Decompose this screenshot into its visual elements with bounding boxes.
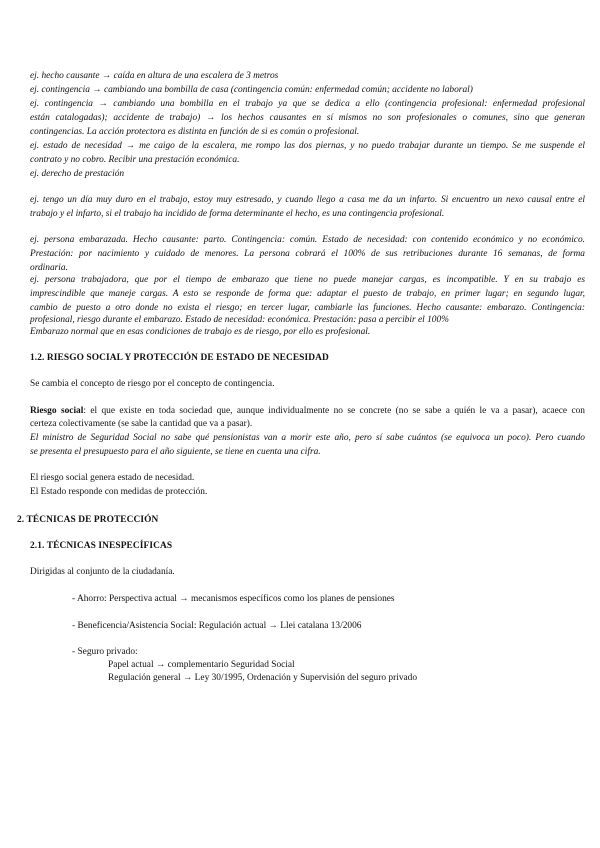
- example-trabajadora-line2: imprescindible que maneje cargas. A esto se responde de forma que: adaptar el puesto de trabajo, en primer lugar; en segundo lugar,: [30, 289, 585, 299]
- section-2-1-heading: 2.1. TÉCNICAS INESPECÍFICAS: [30, 541, 173, 551]
- riesgo-social-term: Riesgo social: [30, 406, 84, 416]
- riesgo-social-definition-line1: [30, 405, 585, 417]
- sub-item-regulacion-general: Regulación general → Ley 30/1995, Ordenación y Supervisión del seguro privado: [108, 673, 418, 683]
- example-trabajadora-line3: cambio de puesto a otro donde no exista el riesgo; en tercer lugar, cambiarle las funciones. Hecho causante: embarazo. Contingencia:: [30, 303, 585, 313]
- example-estado-necesidad-line2: contrato y no cobro. Recibir una prestación económica.: [30, 155, 240, 165]
- example-infarto-line1: ej. tengo un día muy duro en el trabajo, estoy muy estresado, y cuando llego a casa me da un infarto. Si encuentro un nexo causal entre el: [30, 195, 585, 205]
- riesgo-social-example-line2: se presenta el presupuesto para el año siguiente, se tiene en cuenta una cifra.: [30, 447, 321, 457]
- example-derecho-prestacion: ej. derecho de prestación: [30, 169, 125, 179]
- riesgo-social-definition-text: : el que existe en toda sociedad que, aunque individualmente no se concrete (no se sabe a quién le va a pasar), acaece con: [83, 406, 585, 416]
- example-embarazada-line1: ej. persona embarazada. Hecho causante: parto. Contingencia: común. Estado de necesidad: con contenido económico y no económico.: [30, 235, 585, 245]
- list-item-ahorro: - Ahorro: Perspectiva actual → mecanismos específicos como los planes de pensiones: [72, 594, 395, 604]
- example-hecho-causante: ej. hecho causante → caída en altura de una escalera de 3 metros: [30, 71, 279, 81]
- example-contingencia-comun: ej. contingencia → cambiando una bombilla de casa (contingencia común: enfermedad común; accidente no laboral): [30, 85, 473, 95]
- example-trabajadora-line4: profesional, riesgo durante el embarazo. Estado de necesidad: económica. Prestación: pasa a percibir el 100%: [30, 315, 449, 325]
- example-contingencia-profesional-line3: contingencias. La acción protectora es distinta en función de si es común o profesional.: [30, 127, 360, 137]
- list-item-seguro-privado: - Seguro privado:: [72, 647, 138, 657]
- section-2-heading: 2. TÉCNICAS DE PROTECCIÓN: [17, 515, 159, 525]
- example-embarazada-line2: Prestación: por nacimiento y cuidado de menores. La persona cobrará el 100% de sus retribuciones durante 16 semanas, de forma: [30, 249, 585, 259]
- medidas-proteccion-statement: El Estado responde con medidas de protección.: [30, 487, 208, 497]
- example-contingencia-profesional-line2: están catalogadas); accidente de trabajo) → los hechos causantes en sí mismos no son profesionales o comunes, sino que generan: [30, 113, 585, 123]
- section-1-2-intro: Se cambia el concepto de riesgo por el concepto de contingencia.: [30, 379, 275, 389]
- example-embarazada-line3: ordinaria.: [30, 263, 68, 273]
- example-contingencia-profesional-line1: ej. contingencia → cambiando una bombilla en el trabajo ya que se dedica a ello (contingencia profesional: enfermedad profesional: [30, 99, 585, 109]
- list-item-beneficencia: - Beneficencia/Asistencia Social: Regulación actual → Llei catalana 13/2006: [72, 621, 362, 631]
- estado-necesidad-statement: El riesgo social genera estado de necesidad.: [30, 473, 195, 483]
- example-infarto-line2: trabajo y el infarto, si el trabajo ha incidido de forma determinante el hecho, es una contingencia profesional.: [30, 209, 445, 219]
- riesgo-social-definition-line2: certeza colectivamente (se sabe la cantidad que va a pasar).: [30, 419, 253, 429]
- riesgo-social-example-line1: El ministro de Seguridad Social no sabe qué pensionistas van a morir este año, pero sí sabe cuántos (se equivoca un poco). Pero cuando: [30, 433, 585, 443]
- example-trabajadora-line1: ej. persona trabajadora, que por el tiempo de embarazo que tiene no puede manejar cargas, es incompatible. Y en su trabajo es: [30, 275, 585, 285]
- section-1-2-heading: 1.2. RIESGO SOCIAL Y PROTECCIÓN DE ESTADO DE NECESIDAD: [30, 353, 329, 363]
- example-estado-necesidad-line1: ej. estado de necesidad → me caigo de la escalera, me rompo las dos piernas, y no puedo trabajar durante un tiempo. Se me suspende el: [30, 141, 585, 151]
- example-trabajadora-line5: Embarazo normal que en esas condiciones de trabajo es de riesgo, por ello es profesional.: [30, 327, 371, 337]
- section-2-1-intro: Dirigidas al conjunto de la ciudadanía.: [30, 567, 175, 577]
- sub-item-papel-actual: Papel actual → complementario Seguridad Social: [108, 660, 295, 670]
